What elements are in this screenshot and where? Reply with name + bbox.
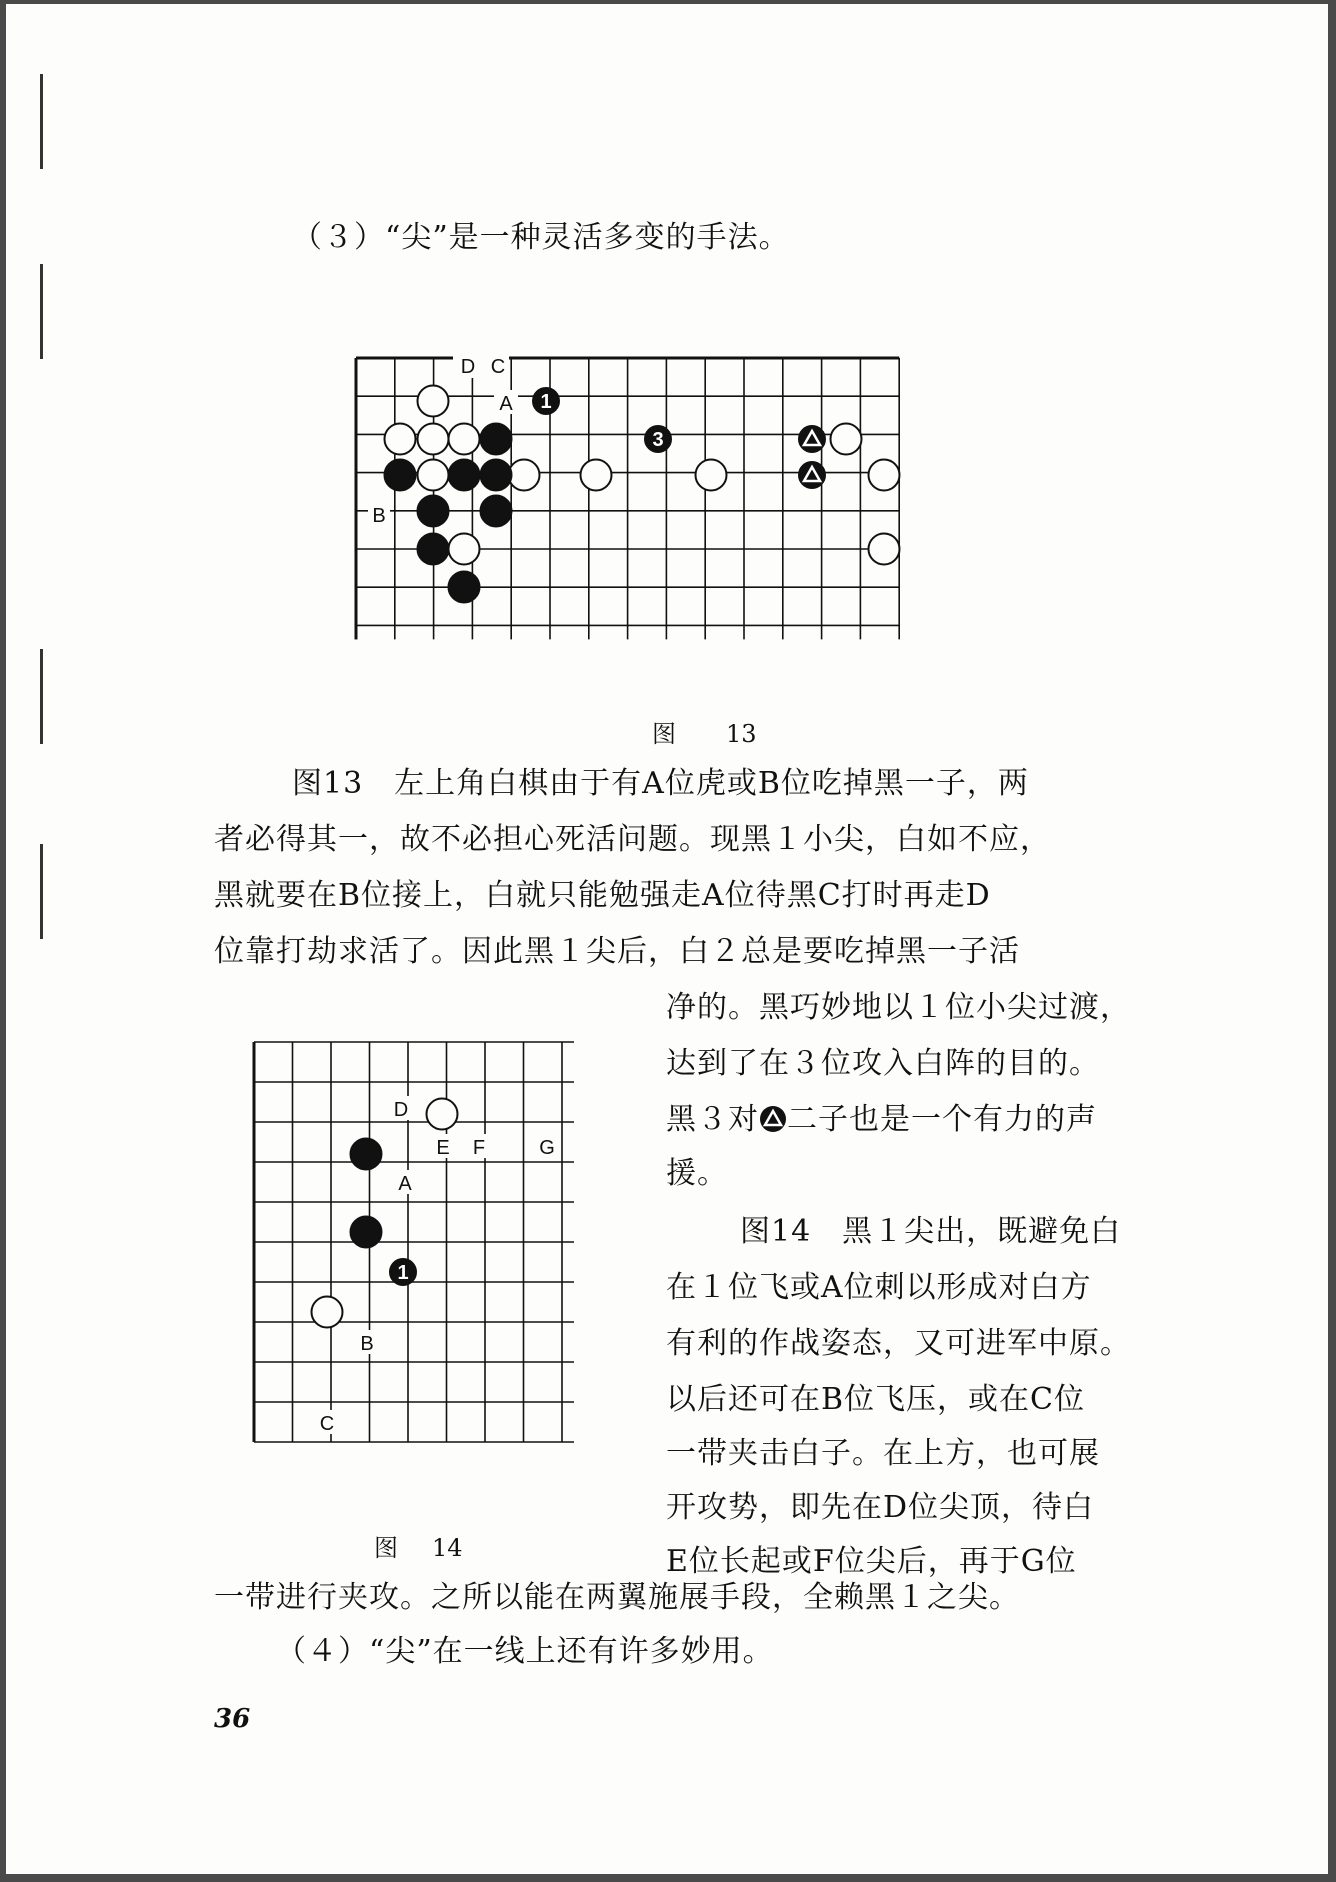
white-stone <box>581 460 612 491</box>
label-G: G <box>539 1137 555 1159</box>
black-stone <box>449 572 480 603</box>
white-stone <box>509 460 540 491</box>
label-A: A <box>398 1173 412 1195</box>
scan-mark <box>40 74 43 169</box>
caption-prefix: 图 <box>374 1534 398 1562</box>
black-stone-marked-triangle <box>799 462 825 488</box>
paragraph-line: 在１位飞或A位刺以形成对白方 <box>666 1270 1092 1305</box>
white-stone <box>312 1297 343 1328</box>
white-stone <box>418 460 449 491</box>
black-stone-move-1 <box>390 1259 416 1285</box>
move-number: 3 <box>652 429 664 451</box>
paragraph-line: 图13 左上角白棋由于有A位虎或B位吃掉黑一子，两 <box>292 766 1029 801</box>
white-stone <box>696 460 727 491</box>
figure-14-caption <box>374 1528 463 1563</box>
label-B: B <box>360 1333 374 1355</box>
white-stone <box>449 424 480 455</box>
book-page <box>6 4 1328 1874</box>
scan-mark <box>40 264 43 359</box>
text-run: 黑３对 <box>666 1102 759 1137</box>
white-stone <box>869 460 900 491</box>
paragraph-line: E位长起或F位尖后，再于G位 <box>666 1544 1077 1579</box>
black-stone <box>481 460 512 491</box>
black-stone <box>449 460 480 491</box>
figure-13-caption <box>652 714 757 749</box>
go-board-13 <box>346 344 1058 684</box>
paragraph-line: 图14 黑１尖出，既避免白 <box>740 1214 1122 1249</box>
black-stone <box>351 1217 382 1248</box>
black-stone-marked-triangle <box>799 426 825 452</box>
white-stone <box>449 534 480 565</box>
paragraph-line: 一带进行夹攻。之所以能在两翼施展手段，全赖黑１之尖。 <box>214 1580 1020 1615</box>
label-A: A <box>499 393 513 415</box>
black-stone <box>385 460 416 491</box>
caption-prefix: 图 <box>652 720 676 748</box>
section-heading-4: （４）“尖”在一线上还有许多妙用。 <box>276 1634 774 1669</box>
paragraph-line: 开攻势，即先在D位尖顶，待白 <box>666 1490 1095 1525</box>
label-D: D <box>460 356 476 378</box>
page-number: 36 <box>214 1704 251 1734</box>
paragraph-line: 有利的作战姿态，又可进军中原。 <box>666 1326 1131 1361</box>
move-number: 1 <box>397 1262 409 1284</box>
caption-number: 13 <box>726 720 757 748</box>
scan-mark <box>40 649 43 744</box>
white-stone <box>427 1099 458 1130</box>
label-F: F <box>472 1137 486 1159</box>
white-stone <box>831 424 862 455</box>
triangle-marked-stone-icon <box>759 1105 787 1133</box>
black-stone <box>481 496 512 527</box>
go-diagram-figure-13 <box>346 344 1058 684</box>
label-C: C <box>490 356 506 378</box>
black-stone <box>351 1139 382 1170</box>
caption-number: 14 <box>432 1534 463 1562</box>
paragraph-line: 一带夹击白子。在上方，也可展 <box>666 1436 1100 1471</box>
label-C: C <box>319 1413 335 1435</box>
section-heading-3: （３）“尖”是一种灵活多变的手法。 <box>292 220 790 255</box>
paragraph-line: 以后还可在B位飞压，或在C位 <box>666 1382 1085 1417</box>
black-stone-move-3 <box>645 426 671 452</box>
paragraph-line <box>666 1102 1097 1138</box>
label-D: D <box>393 1099 409 1121</box>
label-E: E <box>436 1137 450 1159</box>
black-stone <box>418 496 449 527</box>
black-stone <box>418 534 449 565</box>
black-stone <box>481 424 512 455</box>
paragraph-line: 位靠打劫求活了。因此黑１尖后，白２总是要吃掉黑一子活 <box>214 934 1020 969</box>
move-number: 1 <box>540 391 552 413</box>
white-stone <box>385 424 416 455</box>
white-stone <box>869 534 900 565</box>
go-board-14 <box>246 1034 616 1494</box>
go-diagram-figure-14 <box>246 1034 616 1494</box>
scan-mark <box>40 844 43 939</box>
white-stone <box>418 386 449 417</box>
paragraph-line: 达到了在３位攻入白阵的目的。 <box>666 1046 1100 1081</box>
paragraph-line: 黑就要在B位接上，白就只能勉强走A位待黑C打时再走D <box>214 878 991 913</box>
black-stone-move-1 <box>533 388 559 414</box>
label-B: B <box>372 505 386 527</box>
paragraph-line: 净的。黑巧妙地以１位小尖过渡， <box>666 990 1131 1025</box>
paragraph-line: 援。 <box>666 1156 728 1191</box>
text-run: 二子也是一个有力的声 <box>787 1102 1097 1137</box>
white-stone <box>418 424 449 455</box>
paragraph-line: 者必得其一，故不必担心死活问题。现黑１小尖，白如不应， <box>214 822 1051 857</box>
